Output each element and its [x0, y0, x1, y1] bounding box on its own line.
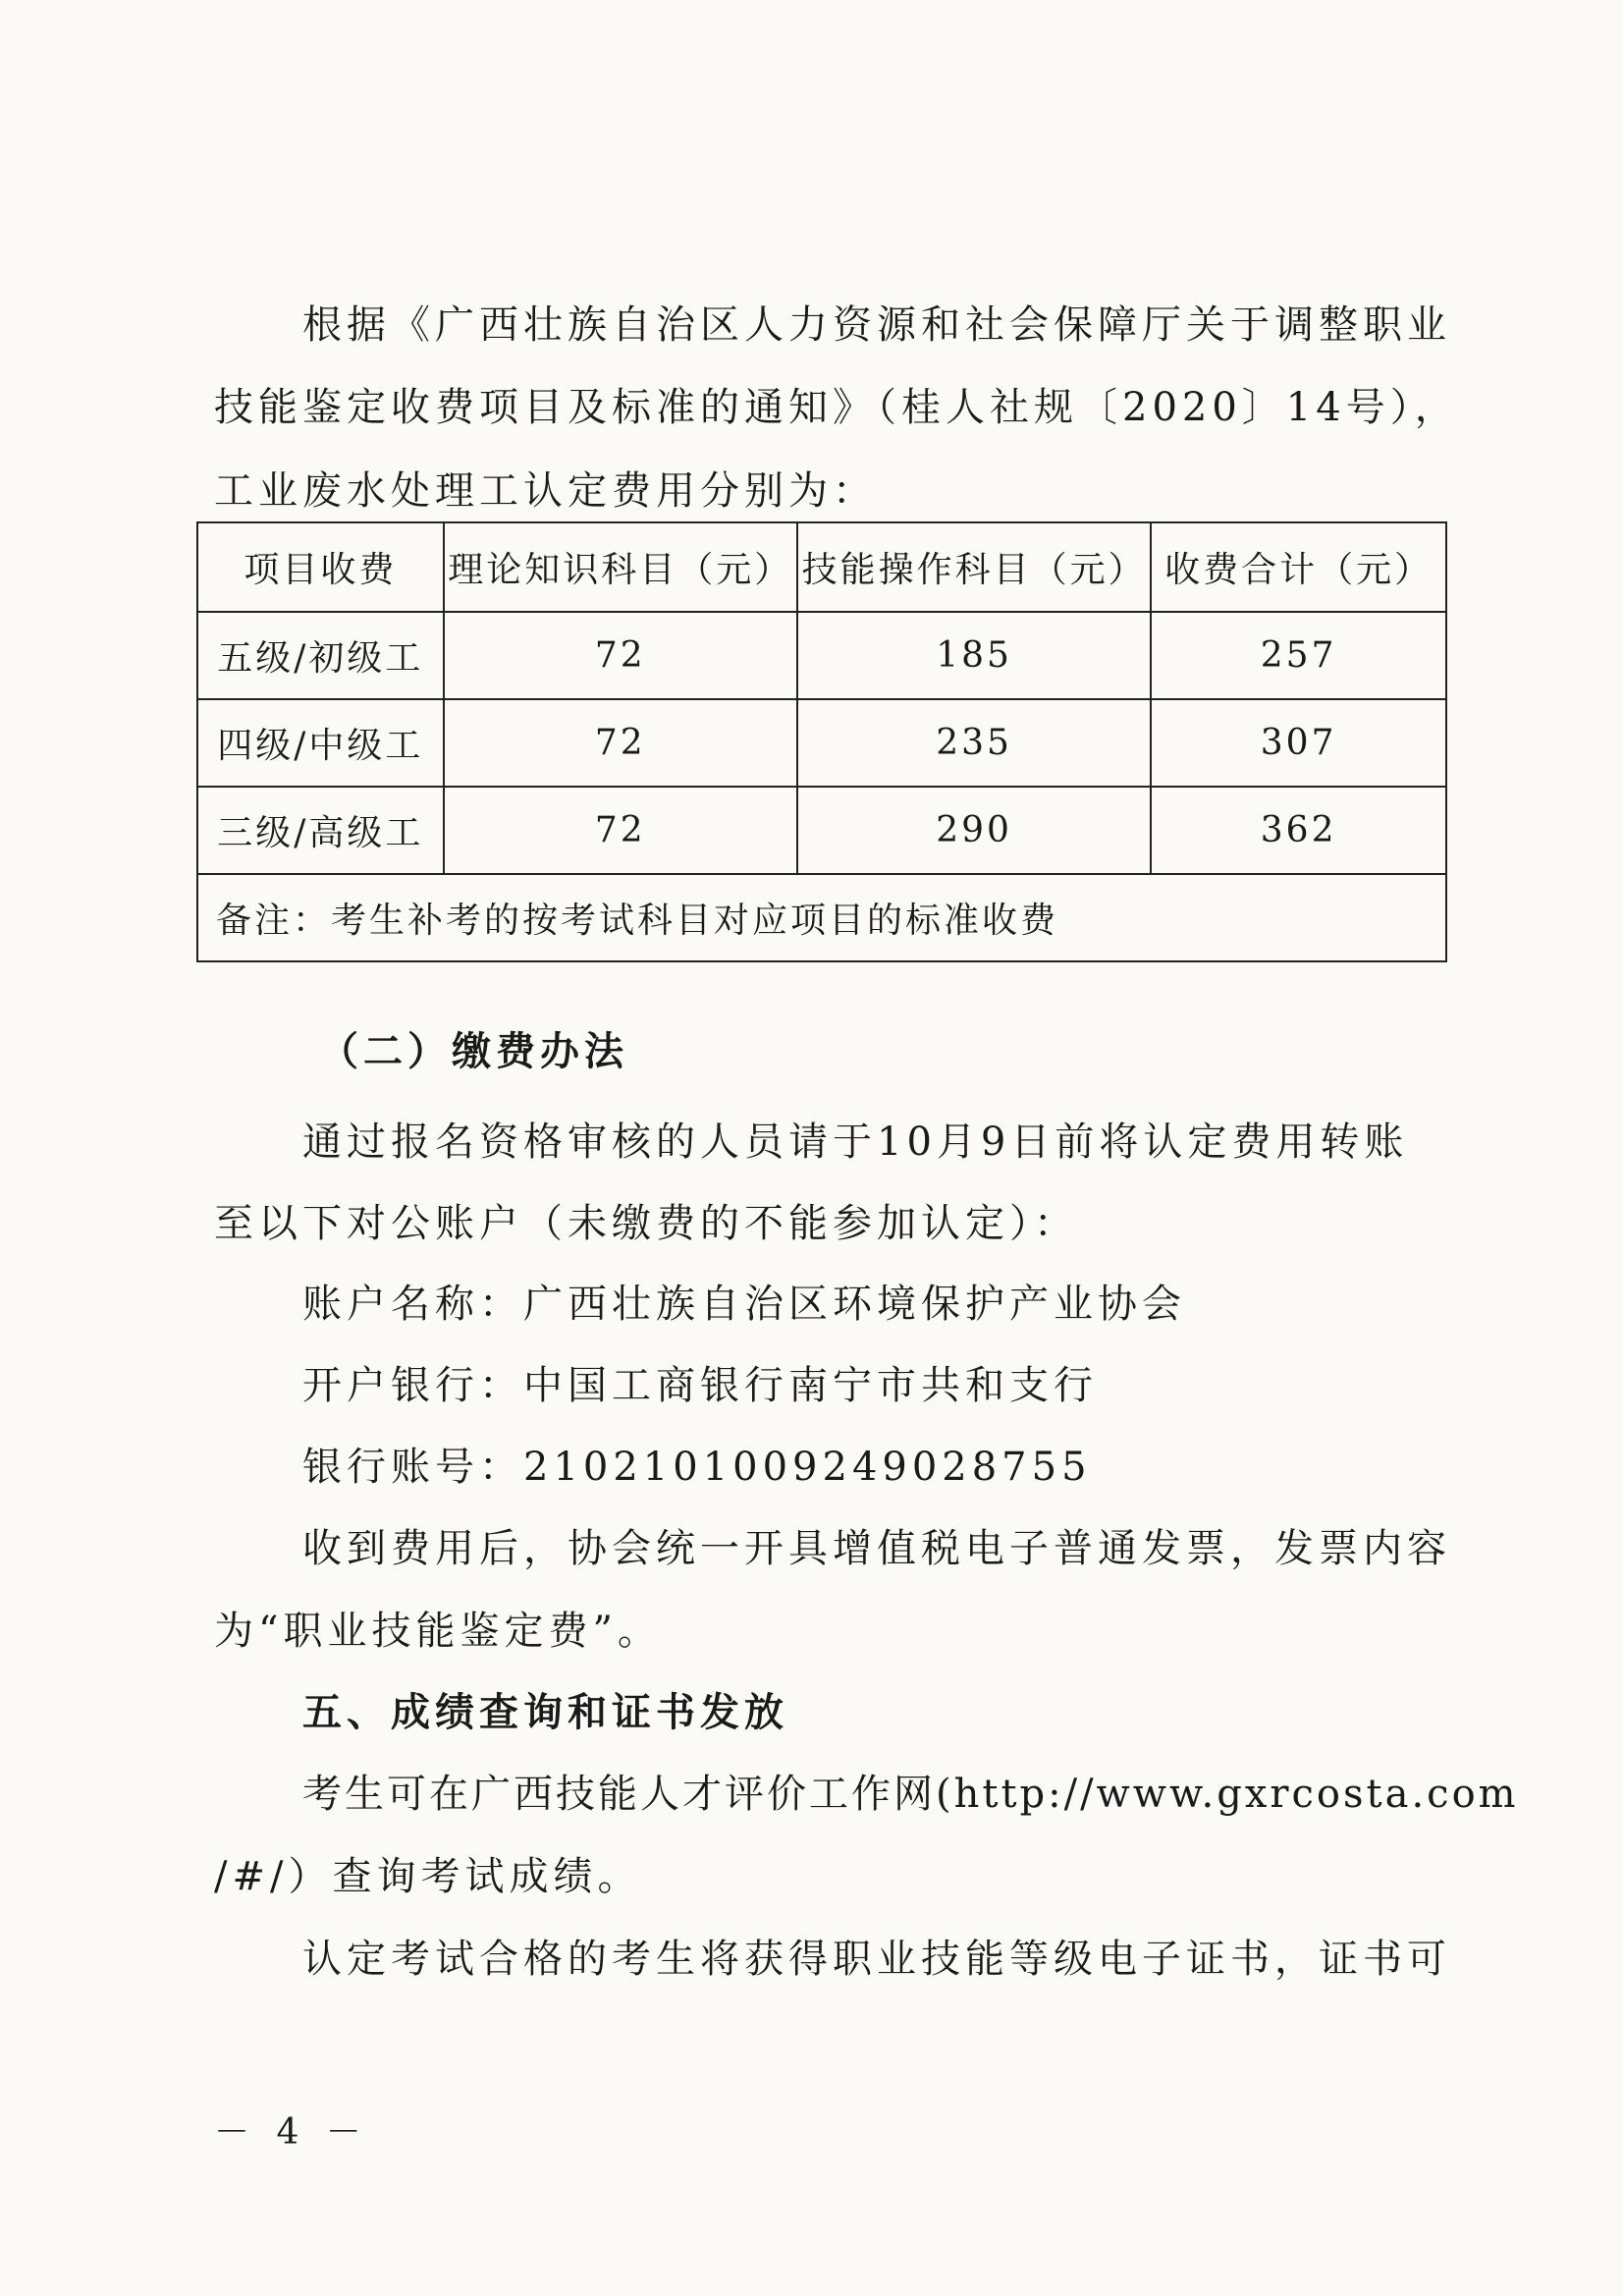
row-level: 四级/中级工 — [197, 699, 444, 787]
results-line-1: 考生可在广西技能人才评价工作网(http://www.gxrcosta.com — [302, 1772, 1519, 1817]
invoice-line-2: 为“职业技能鉴定费”。 — [214, 1609, 662, 1654]
bank-name: 开户银行：中国工商银行南宁市共和支行 — [302, 1363, 1098, 1408]
fee-table-header-row — [197, 522, 1446, 612]
header-skill: 技能操作科目（元） — [797, 522, 1151, 612]
results-heading: 五、成绩查询和证书发放 — [302, 1690, 788, 1735]
intro-line-2: 技能鉴定收费项目及标准的通知》（桂人社规〔2020〕14号）， — [214, 385, 1459, 430]
intro-line-3: 工业废水处理工认定费用分别为： — [214, 468, 877, 514]
row-theory: 72 — [444, 787, 797, 874]
table-note-row — [197, 874, 1446, 961]
header-theory: 理论知识科目（元） — [444, 522, 797, 612]
row-theory: 72 — [444, 699, 797, 787]
row-total: 307 — [1151, 699, 1446, 787]
intro-line-1: 根据《广西壮族自治区人力资源和社会保障厅关于调整职业 — [302, 302, 1451, 348]
row-level: 五级/初级工 — [197, 612, 444, 699]
account-number: 银行账号：2102101009249028755 — [302, 1445, 1092, 1490]
row-skill: 185 — [797, 612, 1151, 699]
row-theory: 72 — [444, 612, 797, 699]
fee-table — [196, 521, 1447, 962]
table-row — [197, 699, 1446, 787]
row-skill: 290 — [797, 787, 1151, 874]
results-line-2: /#/）查询考试成绩。 — [214, 1854, 642, 1899]
invoice-line-1: 收到费用后，协会统一开具增值税电子普通发票，发票内容 — [302, 1526, 1451, 1571]
payment-line-1: 通过报名资格审核的人员请于10月9日前将认定费用转账 — [302, 1120, 1409, 1165]
row-total: 362 — [1151, 787, 1446, 874]
table-note: 备注：考生补考的按考试科目对应项目的标准收费 — [197, 874, 1446, 961]
page-number: － 4 － — [214, 2112, 369, 2153]
row-skill: 235 — [797, 699, 1151, 787]
table-row — [197, 612, 1446, 699]
results-line-3: 认定考试合格的考生将获得职业技能等级电子证书，证书可 — [302, 1937, 1451, 1982]
row-total: 257 — [1151, 612, 1446, 699]
header-item: 项目收费 — [197, 522, 444, 612]
header-total: 收费合计（元） — [1151, 522, 1446, 612]
row-level: 三级/高级工 — [197, 787, 444, 874]
table-row — [197, 787, 1446, 874]
payment-heading: （二）缴费办法 — [319, 1029, 628, 1074]
payment-line-2: 至以下对公账户（未缴费的不能参加认定）： — [214, 1201, 1078, 1246]
account-name: 账户名称：广西壮族自治区环境保护产业协会 — [302, 1282, 1186, 1327]
